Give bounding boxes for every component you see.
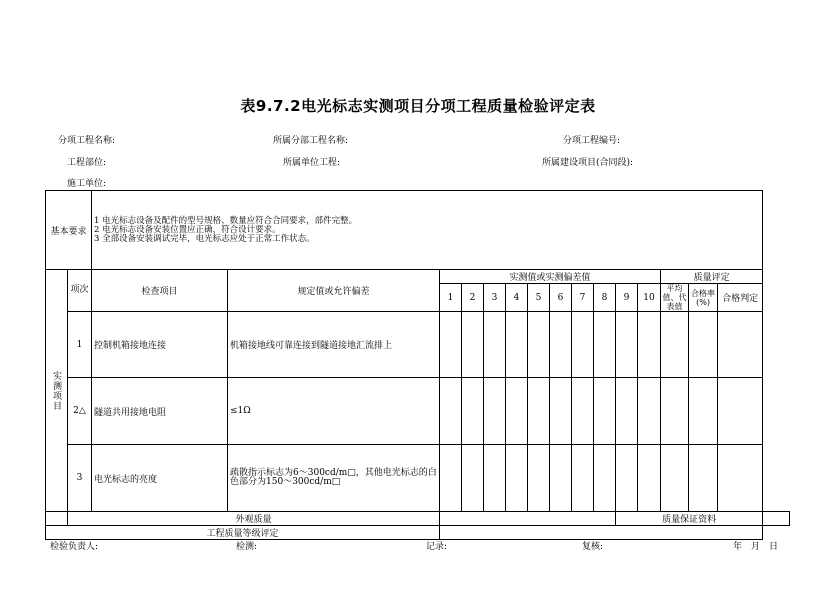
inspection-table <box>45 190 790 540</box>
quality-eval-header: 质量评定 <box>661 270 763 284</box>
table-row <box>46 312 790 378</box>
measured-values-header: 实测值或实测偏差值 <box>440 270 661 284</box>
col-header: 1 <box>440 284 462 312</box>
col-header: 3 <box>484 284 506 312</box>
grade-row <box>46 526 790 540</box>
col-header: 8 <box>594 284 616 312</box>
item-no-header: 项次 <box>68 270 92 312</box>
col-header: 6 <box>550 284 572 312</box>
spec-header: 规定值或允许偏差 <box>228 270 440 312</box>
project-location-label: 工程部位: <box>67 158 107 168</box>
requirement-item: 2 电光标志设备安装位置应正确，符合设计要求。 <box>94 224 281 235</box>
row-spec: 机箱接地线可靠连接到隧道接地汇流排上 <box>228 312 440 378</box>
appearance-row <box>46 512 790 526</box>
table-row <box>46 378 790 445</box>
judgement-header: 合格判定 <box>718 284 763 312</box>
date-label: 年 月 日 <box>733 542 779 552</box>
requirement-item: 3 全部设备安装调试完毕，电光标志应处于正常工作状态。 <box>94 233 315 244</box>
row-no: 3 <box>68 445 92 512</box>
grade-label: 工程质量等级评定 <box>46 526 440 540</box>
table-row <box>46 445 790 512</box>
recorder-label: 记录: <box>426 542 448 552</box>
parent-project-name-label: 所属分部工程名称: <box>273 136 349 146</box>
row-item: 电光标志的亮度 <box>92 445 228 512</box>
sub-project-no-label: 分项工程编号: <box>563 136 621 146</box>
check-item-header: 检查项目 <box>92 270 228 312</box>
construction-project-label: 所属建设项目(合同段): <box>542 158 634 168</box>
page-title: 表9.7.2电光标志实测项目分项工程质量检验评定表 <box>240 97 596 115</box>
header-row-1 <box>46 270 790 284</box>
row-spec: 疏散指示标志为6～300cd/m□，其他电光标志的白色部分为150～300cd/m□ <box>228 445 440 512</box>
col-header: 9 <box>616 284 638 312</box>
pass-rate-header: 合格率(%) <box>689 284 718 312</box>
inspector-label: 检验负责人: <box>50 542 99 552</box>
col-header: 5 <box>528 284 550 312</box>
col-header: 10 <box>638 284 661 312</box>
row-item: 隧道共用接地电阻 <box>92 378 228 445</box>
appearance-label: 外观质量 <box>68 512 440 526</box>
requirement-item: 1 电光标志设备及配件的型号规格、数量应符合合同要求，部件完整。 <box>94 215 358 226</box>
quality-assurance-label: 质量保证资料 <box>616 512 763 526</box>
col-header: 4 <box>506 284 528 312</box>
row-item: 控制机箱接地连接 <box>92 312 228 378</box>
measured-items-label-cell <box>46 270 68 512</box>
col-header: 2 <box>462 284 484 312</box>
reviewer-label: 复核: <box>582 542 604 552</box>
basic-requirements-content <box>92 191 763 270</box>
row-no: 1 <box>68 312 92 378</box>
row-spec: ≤1Ω <box>228 378 440 445</box>
avg-header: 平均值、代表值 <box>662 284 687 311</box>
col-header: 7 <box>572 284 594 312</box>
row-no: 2△ <box>68 378 92 445</box>
unit-project-label: 所属单位工程: <box>283 158 341 168</box>
basic-requirements-label: 基本要求 <box>46 191 92 270</box>
basic-requirements-row <box>46 191 790 270</box>
sub-project-name-label: 分项工程名称: <box>58 136 116 146</box>
tester-label: 检测: <box>236 542 258 552</box>
measured-items-label: 实测项目 <box>51 370 61 411</box>
contractor-label: 施工单位: <box>67 179 107 189</box>
